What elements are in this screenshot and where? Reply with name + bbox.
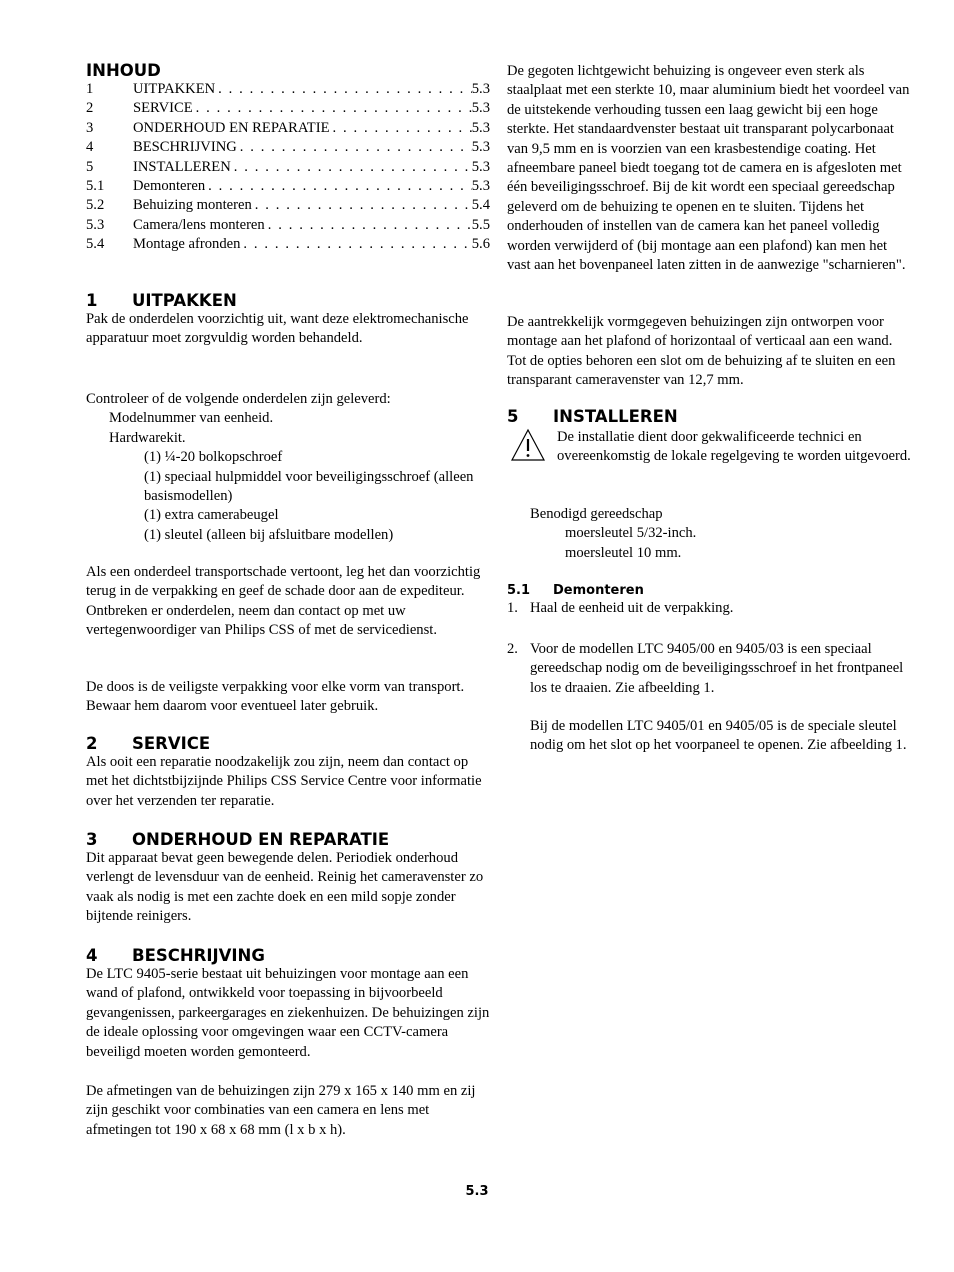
paragraph-box bbox=[86, 678, 490, 717]
toc-entry bbox=[86, 196, 490, 215]
subsection-title: Demonteren bbox=[553, 583, 644, 598]
toc-entry-page: 5.3 bbox=[471, 81, 490, 97]
tool-item: moersleutel 10 mm. bbox=[565, 544, 682, 561]
tools-title: Benodigd gereedschap bbox=[530, 506, 663, 522]
toc-entry-page: 5.3 bbox=[471, 119, 490, 136]
list-item bbox=[507, 640, 912, 698]
list-item bbox=[507, 599, 912, 618]
section-title: BESCHRIJVING bbox=[132, 946, 265, 965]
toc-leader bbox=[205, 177, 472, 196]
step-text: Voor de modellen LTC 9405/00 en 9405/03 is een speciaal gereedschap nodig om de beveiligingsschroef in het frontpaneel los te draaien. Zie afbeelding 1. bbox=[530, 641, 904, 696]
section-onderhoud bbox=[86, 830, 490, 927]
toc-entry bbox=[86, 80, 490, 99]
toc-entry-title: Behuizing monteren bbox=[133, 197, 252, 214]
list-item: Hardwarekit. bbox=[109, 429, 186, 446]
toc-entry-page: 5.3 bbox=[471, 139, 490, 156]
subsection-number: 5.1 bbox=[507, 583, 531, 598]
toc-entry bbox=[86, 119, 490, 138]
paragraph-housing bbox=[507, 62, 912, 275]
toc-leader bbox=[265, 216, 472, 235]
paragraph: De afmetingen van de behuizingen zijn 279 x 165 x 140 mm en zij zijn geschikt voor combinaties van een camera en lens met afmetingen tot 190 x 68 x 68 mm (l x b x h). bbox=[86, 1083, 476, 1138]
section-uitpakken bbox=[86, 291, 490, 349]
paragraph: Als ooit een reparatie noodzakelijk zou zijn, neem dan contact op met het dichtstbijzijnde Philips CSS Service Centre voor informatie over het verzenden ter reparatie. bbox=[86, 754, 482, 809]
toc-leader bbox=[240, 235, 471, 254]
section-number: 2 bbox=[86, 734, 98, 753]
toc-list bbox=[86, 80, 490, 255]
toc-entry-title: UITPAKKEN bbox=[133, 81, 216, 97]
paragraph: Bij de modellen LTC 9405/01 en 9405/05 is de speciale sleutel nodig om het slot op het voorpaneel te openen. Zie afbeelding 1. bbox=[530, 718, 907, 754]
toc-entry-number: 1 bbox=[86, 81, 94, 97]
section-heading bbox=[86, 291, 490, 310]
toc-entry-page: 5.3 bbox=[471, 177, 490, 194]
section-heading bbox=[507, 407, 912, 426]
toc-leader bbox=[231, 158, 472, 177]
toc-entry bbox=[86, 235, 490, 254]
warning-triangle-icon bbox=[510, 428, 546, 462]
toc-entry bbox=[86, 158, 490, 177]
subsection-demonteren bbox=[507, 582, 912, 618]
paragraph-damage bbox=[86, 563, 490, 641]
toc-entry-number: 5.2 bbox=[86, 197, 105, 214]
step-number: 1. bbox=[507, 600, 518, 616]
toc-entry-page: 5.5 bbox=[471, 216, 490, 233]
section-number: 4 bbox=[86, 946, 98, 965]
step-note bbox=[507, 717, 912, 756]
section-heading bbox=[86, 830, 490, 849]
toc-entry-title: Montage afronden bbox=[133, 236, 241, 253]
toc-entry-number: 5 bbox=[86, 158, 94, 175]
toc-entry-title: ONDERHOUD EN REPARATIE bbox=[133, 119, 330, 136]
toc-entry bbox=[86, 138, 490, 157]
page-number: 5.3 bbox=[465, 1184, 489, 1199]
toc-entry-page: 5.3 bbox=[471, 100, 490, 117]
section-heading bbox=[86, 734, 490, 753]
section-installeren bbox=[507, 407, 912, 426]
toc-entry-number: 5.3 bbox=[86, 216, 105, 233]
paragraph: Dit apparaat bevat geen bewegende delen. Periodiek onderhoud verlengt de levensduur van de eenheid. Reinig het cameravenster zo vaak als nodig is met een zachte doek en een mild sopje zonder bijtende reinigers. bbox=[86, 850, 484, 925]
paragraph: De doos is de veiligste verpakking voor elke vorm van transport. Bewaar hem daarom voor eventueel later gebruik. bbox=[86, 679, 465, 715]
warning-text: De installatie dient door gekwalificeerde technici en overeenkomstig de lokale regelgeving te worden uitgevoerd. bbox=[557, 429, 911, 465]
toc-leader bbox=[329, 119, 471, 138]
toc-entry bbox=[86, 177, 490, 196]
section-title: INSTALLEREN bbox=[553, 407, 678, 426]
section-number: 3 bbox=[86, 830, 98, 849]
toc-entry-title: SERVICE bbox=[133, 100, 193, 117]
toc-entry-number: 3 bbox=[86, 119, 94, 136]
section-title: UITPAKKEN bbox=[132, 291, 237, 310]
toc-entry bbox=[86, 216, 490, 235]
paragraph-design bbox=[507, 313, 912, 391]
toc-entry-number: 5.4 bbox=[86, 236, 105, 253]
section-number: 5 bbox=[507, 407, 519, 426]
toc-entry-number: 5.1 bbox=[86, 177, 105, 194]
toc-entry-number: 2 bbox=[86, 100, 94, 117]
kit-item: (1) extra camerabeugel bbox=[144, 507, 279, 524]
toc-title: INHOUD bbox=[86, 61, 161, 80]
list-item: Modelnummer van eenheid. bbox=[109, 410, 274, 427]
section-title: ONDERHOUD EN REPARATIE bbox=[132, 830, 390, 849]
subsection-heading bbox=[507, 582, 912, 599]
section-number: 1 bbox=[86, 291, 98, 310]
kit-item: (1) speciaal hulpmiddel voor beveiligingsschroef (alleen basismodellen) bbox=[144, 468, 474, 505]
warning-block bbox=[507, 428, 912, 467]
toc-entry-title: BESCHRIJVING bbox=[133, 139, 237, 156]
toc-entry-page: 5.4 bbox=[471, 197, 490, 214]
tool-item: moersleutel 5/32-inch. bbox=[565, 525, 697, 542]
checklist bbox=[86, 390, 490, 545]
toc-entry-title: INSTALLEREN bbox=[133, 158, 231, 175]
toc-entry bbox=[86, 99, 490, 118]
toc-leader bbox=[237, 138, 472, 157]
toc-leader bbox=[193, 99, 472, 118]
step-2 bbox=[507, 640, 912, 698]
section-heading bbox=[86, 946, 490, 965]
paragraph: De gegoten lichtgewicht behuizing is ongeveer even sterk als staalplaat met een sterkte 10, maar aluminium biedt het voordeel van de uitstekende verhouding tussen een laag gewicht bij een hoge sterkte. Het standaardvenster bestaat uit transparant polycarbonaat van 9,5 mm en is voorzien van een krasbestendige coating. Het afneembare paneel biedt toegang tot de camera en is afgesloten met één beveiligingsschroef. Bij de kit wordt een speciaal gereedschap geleverd om de behuizing te openen en te sluiten. Tijdens het onderhouden of instellen van de camera kan het paneel volledig worden verwijderd of (bij montage aan een plafond) kan men het vast aan het bovenpaneel laten zitten in de aanwezige "scharnieren". bbox=[507, 63, 910, 274]
section-service bbox=[86, 734, 490, 811]
toc-leader bbox=[215, 80, 472, 99]
kit-item: (1) ¼-20 bolkopschroef bbox=[144, 449, 283, 466]
toc-entry-number: 4 bbox=[86, 139, 94, 156]
paragraph: Als een onderdeel transportschade vertoont, leg het dan voorzichtig terug in de verpakking en geef de schade door aan de expediteur. Ontbreken er onderdelen, neem dan contact op met uw vertegenwoordiger van Philips CSS of met de servicedienst. bbox=[86, 564, 481, 639]
paragraph: De LTC 9405-serie bestaat uit behuizingen voor montage aan een wand of plafond, ontwikkeld voor toepassing in bijvoorbeeld gevangenissen, parkeergarages en ziekenhuizen. De behuizingen zijn de ideale oplossing voor omgevingen waar een CCTV-camera beveiligd moeten worden gemonteerd. bbox=[86, 966, 490, 1060]
toc-entry-title: Camera/lens monteren bbox=[133, 216, 265, 233]
toc-entry-page: 5.3 bbox=[471, 158, 490, 175]
paragraph-dimensions bbox=[86, 1082, 490, 1140]
paragraph: Controleer of de volgende onderdelen zijn geleverd: bbox=[86, 391, 391, 407]
kit-item: (1) sleutel (alleen bij afsluitbare modellen) bbox=[144, 526, 394, 543]
section-beschrijving bbox=[86, 946, 490, 1062]
paragraph: De aantrekkelijk vormgegeven behuizingen zijn ontworpen voor montage aan het plafond of horizontaal of verticaal aan een wand. Tot de opties behoren een slot om de behuizing af te sluiten en een transparant cameravenster van 12,7 mm. bbox=[507, 314, 896, 389]
toc-entry-page: 5.6 bbox=[471, 236, 490, 253]
step-text: Haal de eenheid uit de verpakking. bbox=[530, 600, 734, 616]
toc-entry-title: Demonteren bbox=[133, 177, 206, 194]
section-title: SERVICE bbox=[132, 734, 211, 753]
paragraph: Pak de onderdelen voorzichtig uit, want deze elektromechanische apparatuur moet zorgvuldig worden behandeld. bbox=[86, 311, 469, 347]
toc bbox=[86, 61, 490, 255]
tools bbox=[507, 505, 912, 563]
toc-leader bbox=[252, 196, 472, 215]
step-number: 2. bbox=[507, 641, 518, 657]
